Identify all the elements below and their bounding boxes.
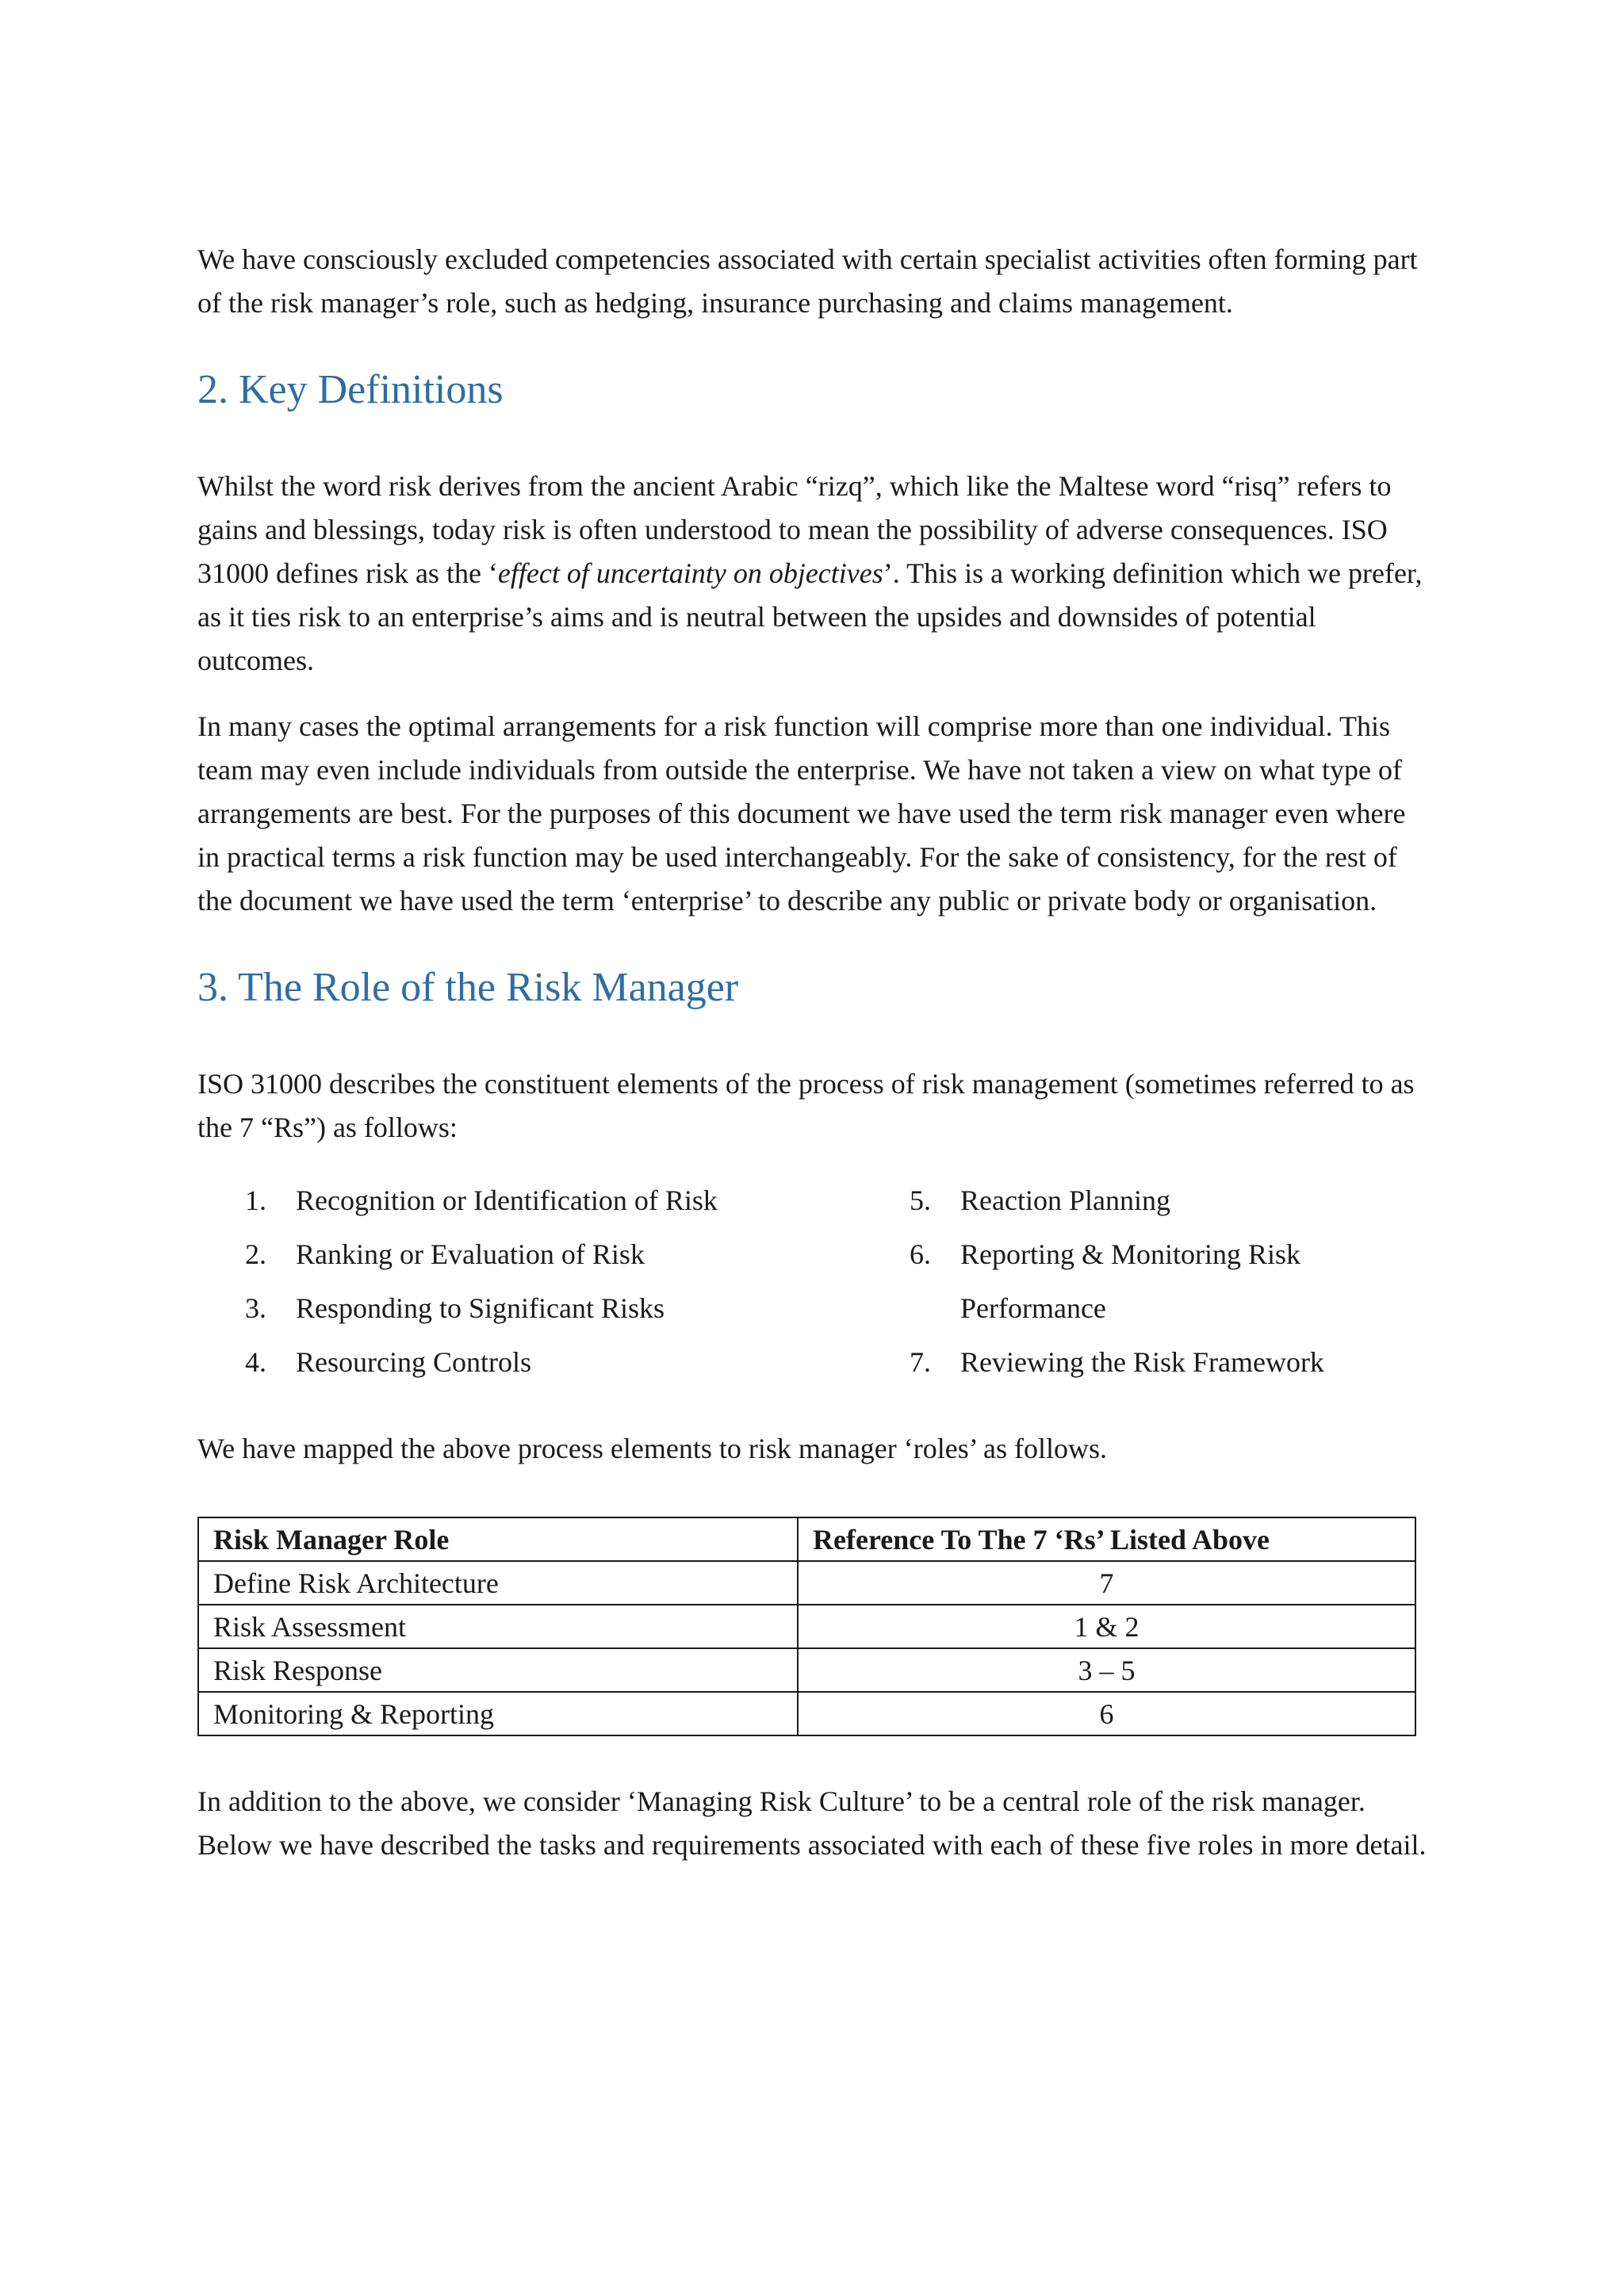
list-item-number: 4.: [245, 1346, 266, 1378]
table-row: [198, 1648, 1415, 1692]
intro-paragraph: We have consciously excluded competencies associated with certain specialist activities often forming part of the risk manager’s role, such as hedging, insurance purchasing and claims management.: [197, 243, 1418, 319]
table-cell-role: Risk Assessment: [198, 1605, 798, 1648]
list-item-number: 5.: [910, 1184, 931, 1216]
table-header-cell: Risk Manager Role: [198, 1517, 798, 1561]
list-item-number: 6.: [910, 1238, 931, 1270]
table-cell-role: Monitoring & Reporting: [198, 1692, 798, 1735]
table-header-row: [198, 1517, 1415, 1561]
list-item: [245, 1335, 910, 1389]
list-item-text: Resourcing Controls: [296, 1346, 531, 1378]
table-row: [198, 1561, 1415, 1605]
section-heading-key-definitions: 2. Key Definitions: [197, 367, 504, 412]
risk-manager-roles-table: [197, 1517, 1416, 1736]
list-item: [910, 1335, 1465, 1389]
list-item: [910, 1227, 1354, 1335]
definitions-text-before: Whilst the word risk derives from the ancient Arabic “rizq”, which like the Maltese word “risq” refers to gains and blessings, today risk is often understood to mean the possibility of adverse consequences. ISO 31000 defines risk as the ‘: [197, 470, 1392, 589]
list-item: [910, 1173, 1465, 1227]
seven-rs-left-column: [245, 1173, 910, 1389]
definitions-paragraph-2: In many cases the optimal arrangements for a risk function will comprise more than one individual. This team may even include individuals from outside the enterprise. We have not taken a view on what type of arrangements are best. For the purposes of this document we have used the term risk manager even where in practical terms a risk function may be used interchangeably. For the sake of consistency, for the rest of the document we have used the term ‘enterprise’ to describe any public or private body or organisation.: [197, 710, 1406, 916]
role-paragraph-1: ISO 31000 describes the constituent elements of the process of risk management (sometimes referred to as the 7 “Rs”) as follows:: [197, 1068, 1415, 1143]
list-item-text: Recognition or Identification of Risk: [296, 1184, 718, 1216]
definitions-paragraph-1: [197, 465, 1434, 683]
list-item-text: Reaction Planning: [960, 1184, 1170, 1216]
list-item-text: Reporting & Monitoring Risk Performance: [960, 1238, 1301, 1324]
definitions-italic-quote: effect of uncertainty on objectives: [497, 557, 883, 589]
table-header-cell: Reference To The 7 ‘Rs’ Listed Above: [798, 1517, 1415, 1561]
list-item-number: 3.: [245, 1292, 266, 1324]
section-heading-role-of-risk-manager: 3. The Role of the Risk Manager: [197, 965, 739, 1010]
table-row: [198, 1692, 1415, 1735]
table-cell-reference: 1 & 2: [798, 1605, 1415, 1648]
list-item: [245, 1281, 910, 1335]
list-item-number: 2.: [245, 1238, 266, 1270]
table-cell-role: Risk Response: [198, 1648, 798, 1692]
list-item-text: Ranking or Evaluation of Risk: [296, 1238, 645, 1270]
role-paragraph-3: In addition to the above, we consider ‘Managing Risk Culture’ to be a central role of the risk manager. Below we have described the tasks and requirements associated with each of these five roles in more detail.: [197, 1785, 1427, 1861]
seven-rs-right-column: [910, 1173, 1465, 1389]
definitions-text-after: ’. This is a working definition which we prefer, as it ties risk to an enterprise’s aims and is neutral between the upsides and downsides of potential outcomes.: [197, 557, 1423, 676]
list-item-text: Responding to Significant Risks: [296, 1292, 665, 1324]
page-content: [197, 238, 1434, 1867]
table-cell-reference: 6: [798, 1692, 1415, 1735]
list-item: [245, 1227, 910, 1281]
table-row: [198, 1605, 1415, 1648]
table-cell-role: Define Risk Architecture: [198, 1561, 798, 1605]
role-paragraph-2: We have mapped the above process elements to risk manager ‘roles’ as follows.: [197, 1433, 1108, 1464]
table-cell-reference: 7: [798, 1561, 1415, 1605]
list-item-text: Reviewing the Risk Framework: [960, 1346, 1324, 1378]
list-item-number: 1.: [245, 1184, 266, 1216]
seven-rs-list: [245, 1173, 1434, 1389]
table-cell-reference: 3 – 5: [798, 1648, 1415, 1692]
list-item-number: 7.: [910, 1346, 931, 1378]
list-item: [245, 1173, 910, 1227]
